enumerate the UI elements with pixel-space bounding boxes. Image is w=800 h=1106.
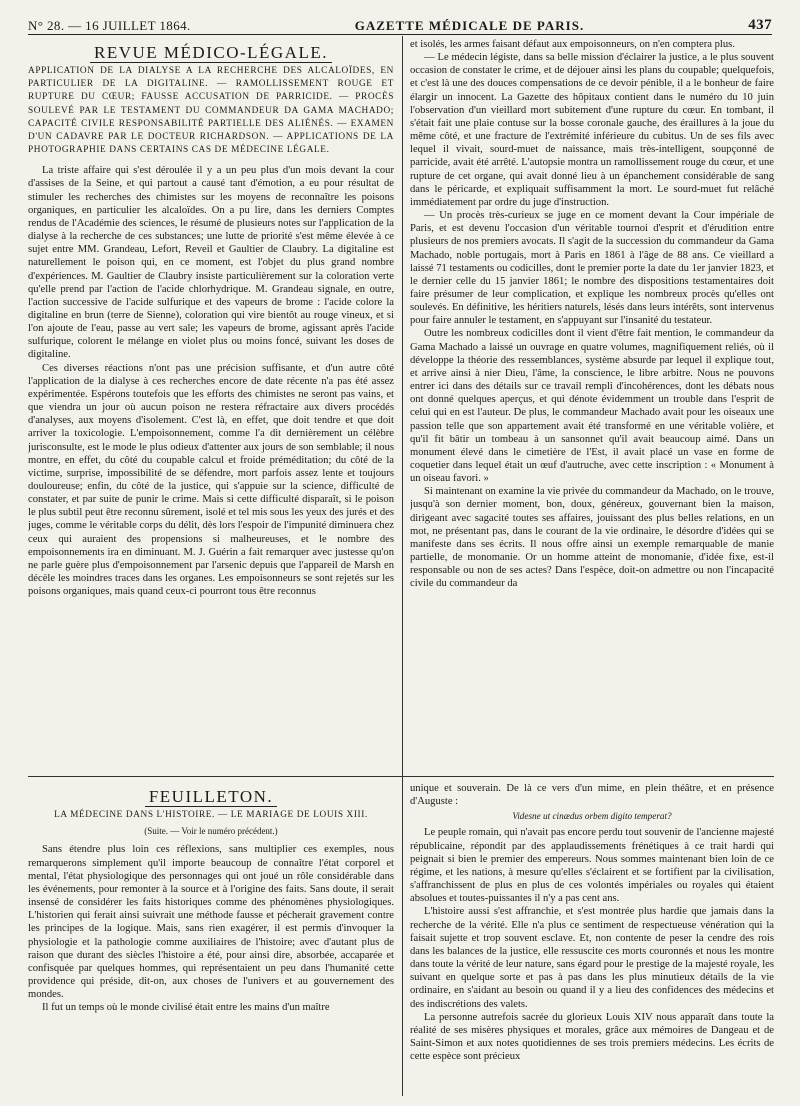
feuilleton-paragraph: Il fut un temps où le monde civilisé était entre les mains d'un maître	[42, 1002, 330, 1014]
feuilleton-paragraph: Sans étendre plus loin ces réflexions, sans multiplier ces exemples, nous remarquerons simplement qu'il importe beaucoup de connaître l'état corporel et mental, l'état physiologique des personnages qui ont joué un rôle considérable dans les événements, pour remonter à la source et à l'origine des faits. Sans doute, il serait insensé de considérer les faits historiques comme des phénomènes physiologiques. L'historien qui ferait ainsi suivrait une méthode fausse et pécherait gravement contre les principes de la logique. Mais, sans rien exagérer, il est permis d'invoquer la physiologie et la pathologie comme auxiliaires de l'histoire; avec d'autant plus de raison que durant des siècles l'histoire a été, pour ainsi dire, absorbée, accaparée et confisquée par quelques hommes, qui représentaient un peu dans l'humanité cette providence qui préside, dit-on, aux choses de l'univers et au gouvernement des mondes.	[28, 844, 394, 1001]
revue-paragraph: Ces diverses réactions n'ont pas une précision suffisante, et d'un autre côté l'application de la dialyse à ces recherches encore de date récente n'a pas été assez expérimentée. Espérons toutefois que les efforts des chimistes ne seront pas vains, et que viendra un jour où aucun poison ne restera réfractaire aux divers procédés d'analyses, aux moyens d'isolement. C'est là, en effet, que doit tendre et que doit arriver la toxicologie. L'empoisonnement, comme l'a dit dernièrement un célèbre jurisconsulte, est le mode le plus odieux d'attenter aux jours de son semblable; il nous montre, en effet, du côté du coupable calcul et froide préméditation; du côté de la victime, surprise, impossibilité de se défendre, mort parfois assez lente et toujours douloureuse; enfin, du côté de la justice, qui s'appuie sur la science, difficulté de constater, et par suite de punir le crime. Mais si cette difficulté disparaît, si le poison le plus subtil peut être reconnu sûrement, isolé et tel mis sous les yeux des jurés et des juges, comme le véritable corps du délit, dès lors l'espoir de l'impunité diminuera chez ceux qui auraient des propensions si malheureuses, et le nombre des empoisonnements ira en diminuant. M. J. Guérin a fait remarquer avec justesse qu'on ne parle guère plus d'empoisonnement par l'arsenic depuis que l'appareil de Marsh en décèle les moindres traces dans les organes. Les empoisonneurs se sont rejetés sur les poisons organiques, mais quand ceux-ci pourront tous être reconnus	[28, 362, 394, 598]
revue-paragraph: — Le médecin légiste, dans sa belle mission d'éclairer la justice, a le plus souvent occasion de constater le crime, et de déjouer ainsi les plans du coupable; quelquefois, et c'est là une des douces compensations de ce devoir pénible, il a le bonheur de faire élargir un innocent. La Gazette des hôpitaux contient dans le numéro du 10 juin l'observation d'un vieillard mort subitement d'une rupture du cœur. En tombant, il s'était fait une plaie contuse sur la bosse coronale gauche, des éraillures à la joue du même côté, et une fracture de l'extrémité inférieure du cubitus. Un de ses fils avec lequel il vivait, sourd-muet de naissance, mais très-intelligent, soupçonné de parricide, avait été arrêté. L'autopsie montra un ramollissement rouge du cœur, et une rupture de cet organe, qui avait donné lieu à un épanchement considérable de sang dans le péricarde, et expliquait suffisamment la mort. Le sourd-muet fut relâché immédiatement par ordre du juge d'instruction.	[410, 52, 774, 208]
revue-paragraph: — Un procès très-curieux se juge en ce moment devant la Cour impériale de Paris, et est devenu l'occasion d'un véritable tournoi d'esprit et d'érudition entre plusieurs de nos premiers avocats. Il s'agit de la succession du commandeur da Gama Machado, noble portugais, mort à Paris en 1861 à l'âge de 88 ans. Ce vieillard a laissé 71 testaments ou codicilles, dont le premier porte la date du 1er janvier 1823, et le dernier celle du 15 janvier 1861; le nombre des dispositions testamentaires doit faire présumer de leur complication, et explique les nombreux procès qu'elles ont soulevés. En définitive, les héritiers naturels, lésés dans leurs intérêts, sont intervenus pour faire annuler le testament, en s'appuyant sur l'insanité du testateur.	[410, 210, 774, 327]
revue-subheading: APPLICATION DE LA DIALYSE A LA RECHERCHE DES ALCALOÏDES, EN PARTICULIER DE LA DIGITALINE. — RAMOLLISSEMENT ROUGE ET RUPTURE DU CŒUR; FAUSSE ACCUSATION DE PARRICIDE. — PROCÈS SOULEVÉ PAR LE TESTAMENT DU COMMANDEUR DA GAMA MACHADO; CAPACITÉ CIVILE RESPONSABILITÉ PARTIELLE DES ALIÉNÉS. — EXAMEN D'UN CADAVRE PAR LE DOCTEUR RICHARDSON. — APPLICATIONS DE LA PHOTOGRAPHIE DANS CERTAINS CAS DE MÉDECINE LÉGALE.	[28, 66, 394, 156]
revue-title: REVUE MÉDICO-LÉGALE.	[28, 46, 394, 59]
feuilleton-right-column	[410, 782, 774, 1100]
issue-date: N° 28. — 16 JUILLET 1864.	[28, 18, 191, 33]
revue-paragraph: Outre les nombreux codicilles dont il vient d'être fait mention, le commandeur da Gama Machado a laissé un ouvrage en quatre volumes, magnifiquement reliés, où il développe la théorie des ressemblances, système absurde par lequel il explique tout, et arrive ainsi à nier Dieu, l'âme, la conscience, le libre arbitre. Nous ne pouvons entrer ici dans des détails sur ce travail rempli d'incohérences, dont les débats nous ont donné quelques aperçus, et qui dénote évidemment un trouble dans l'esprit de celui qui en est l'auteur. De plus, le commandeur Machado avait pour les oiseaux une passion telle que son appartement avait été transformé en une véritable volière, et qu'il fit bâtir un tombeau à un sansonnet qu'il avait beaucoup aimé. Dans un monument élevé dans le cimetière de l'Est, il avait placé un vase en forme de coquetier dans lequel était un œuf d'autruche, avec cette inscription : « Monument à un oiseau favori. »	[410, 328, 774, 485]
page-number: 437	[748, 17, 772, 33]
revue-right-column	[410, 38, 774, 774]
feuilleton-paragraph: unique et souverain. De là ce vers d'un mime, en plein théâtre, et en présence d'Auguste :	[410, 783, 774, 808]
feuilleton-suite-note: (Suite. — Voir le numéro précédent.)	[144, 826, 278, 837]
feuilleton-paragraph: La personne autrefois sacrée du glorieux Louis XIV nous apparaît dans toute la réalité de ses misères physiques et morales, grâce aux mémoires de Dangeau et de Saint-Simon et aux notes quotidiennes de ses trois premiers médecins. Les écrits de cette espèce sont précieux	[410, 1011, 774, 1063]
feuilleton-paragraph: L'histoire aussi s'est affranchie, et s'est montrée plus hardie que jamais dans la recherche de la vérité. Elle n'a plus ce sentiment de respectueuse vénération qui la faisait sujette et trop souvent esclave. Et, non contente de peser la cendre des rois dans les balances de la justice, elle ressuscite ces morts couronnés et nous les montre dans toute la vérité de leur nature, sans égard pour le prestige de la majesté royale, les suivant en quelque sorte et pas à pas dans les plus minutieux détails de la vie ordinaire, en s'aidant au besoin ou quand il y a lieu des confidences des médecins et des indiscrétions des valets.	[410, 906, 774, 1010]
journal-title: GAZETTE MÉDICALE DE PARIS.	[354, 18, 585, 33]
feuilleton-divider	[28, 776, 774, 777]
revue-left-column	[28, 38, 394, 774]
revue-paragraph: et isolés, les armes faisant défaut aux empoisonneurs, on n'en comptera plus.	[410, 39, 735, 50]
revue-paragraph: La triste affaire qui s'est déroulée il y a un peu plus d'un mois devant la cour d'assises de la Seine, et qui partout a causé tant d'émotion, a eu pour résultat de stimuler les recherches des chimistes sur les moyens de reconnaître les poisons organiques, en particulier les alcaloïdes. On a pu lire, dans les derniers Comptes rendus de l'Académie des sciences, le résumé de plusieurs notes sur l'application de la dialyse à la recherche de ces substances; une lutte de priorité s'est même élevée à ce sujet entre MM. Grandeau, Lefort, Reveil et Gaultier de Claubry. La digitaline est naturellement le poison qui, en ce moment, est l'objet du plus grand nombre d'expériences. M. Gaultier de Claubry insiste particulièrement sur la coloration verte qu'elle prend par l'action de l'acide chlorhydrique. M. Grandeau signale, en outre, l'action successive de l'acide sulfurique et des vapeurs de brome : l'acide colore la digitaline en brun (terre de Sienne), coloration qui vire bientôt au rouge vineux, et si l'on ajoute de l'eau, passe au vert sale; les vapeurs de brome, agissant après l'acide sulfurique, colorent le mélange en violet plus ou moins foncé, suivant les doses de digitaline.	[28, 165, 394, 361]
column-divider	[402, 36, 403, 1096]
feuilleton-left-column	[28, 782, 394, 1100]
feuilleton-paragraph: Le peuple romain, qui n'avait pas encore perdu tout souvenir de l'ancienne majesté républicaine, répondit par des applaudissements frénétiques à ce trait hardi qui peignait si bien le premier des empereurs. Nous sommes maintenant bien loin de ce régime, et les nations, à mesure qu'elles s'éclairent et se fortifient par la civilisation, s'affranchissent de plus en plus de ces volontés impériales ou royales qui étaient absolues et toutes-puissantes il n'y a pas cent ans.	[410, 827, 774, 905]
revue-paragraph: Si maintenant on examine la vie privée du commandeur da Machado, on le trouve, jusqu'à son dernier moment, bon, doux, généreux, gouvernant bien la maison, dirigeant avec sagacité toutes ses affaires, jouissant des plus belles relations, en un mot, ne présentant pas, dans le courant de la vie ordinaire, le désordre d'idées qui se manifeste dans ses écrits. Il nous offre ainsi un exemple remarquable de manie partielle, de monomanie. Or un homme atteint de monomanie, d'idée fixe, est-il responsable ou non de ses actes? Dans l'espèce, doit-on admettre ou non l'incapacité civile du commandeur da	[410, 486, 774, 590]
latin-quote: Videsne ut cinædus orbem digito temperat?	[512, 811, 672, 822]
running-header	[28, 10, 772, 35]
feuilleton-title: FEUILLETON.	[28, 790, 394, 803]
feuilleton-subheading: LA MÉDECINE DANS L'HISTOIRE. — LE MARIAGE DE LOUIS XIII.	[54, 810, 368, 821]
